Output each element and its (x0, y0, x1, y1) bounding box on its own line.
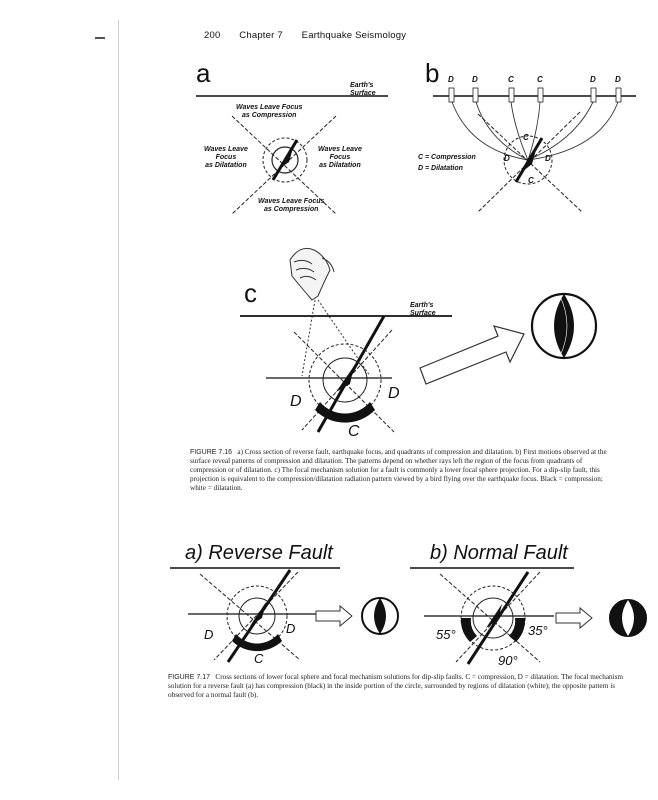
panel-c-letter: c (244, 278, 257, 308)
angle-90-label: 90° (498, 653, 518, 668)
quadrant-label: C (523, 133, 529, 142)
figure-7-16-label: FIGURE 7.16 (190, 449, 233, 456)
angle-55-label: 55° (436, 627, 456, 642)
panel-a-surface-label: Earth's Surface (350, 82, 376, 97)
panel-b-letter: b (425, 58, 440, 88)
panel-c-right-d: D (388, 385, 400, 402)
panel-c-surface-label: Earth's Surface (410, 302, 436, 317)
quadrant-label: C (528, 176, 534, 185)
reverse-bottom-c: C (254, 651, 264, 666)
figure-7-16-text: a) Cross section of reverse fault, earthquake focus, and quadrants of compression and dilatation. b) First motions observed at the surface reveal patterns of compression and dilatation. The patterns depend on whether rays left the region of the focus from quadrants of compression or of dilatation. c) The focal mechanism solution for a fault is commonly a lower focal sphere projection. For a dip-slip fault, this projection is equivalent to the compression/dilatation radiation pattern viewed by a bird flying over the earthquake focus. Black = compression; white = dilatation. (190, 448, 607, 492)
station-label: C (508, 75, 514, 84)
legend-compression: C = Compression (418, 154, 476, 161)
panel-a-left-label: Waves Leave Focus as Dilatation (204, 146, 248, 169)
reverse-right-d: D (286, 621, 296, 636)
figure-7-17-text: Cross sections of lower focal sphere and focal mechanism solutions for dip-slip faults. C = compression, D = dilatation. The focal mechanism solution for a reverse fault (a) has compression (black) in the inside portion of the circle, surrounded by regions of dilatation (white); the opposite pattern is observed for a normal fault (b). (168, 673, 623, 699)
panel-a-right-label: Waves Leave Focus as Dilatation (318, 146, 362, 169)
normal-fault-diagram (410, 568, 646, 664)
reverse-fault-title: a) Reverse Fault (185, 542, 333, 564)
panel-a-bottom-label: Waves Leave Focus as Compression (258, 198, 325, 213)
angle-35-label: 35° (528, 623, 548, 638)
panel-b-diagram (433, 88, 636, 212)
chapter-title: Earthquake Seismology (301, 30, 407, 41)
figure-7-16-caption (190, 448, 620, 493)
figure-7-17-label: FIGURE 7.17 (168, 674, 211, 681)
station-label: D (615, 75, 621, 84)
station-label: D (472, 75, 478, 84)
quadrant-label: D (545, 154, 551, 163)
panel-a-top-label: Waves Leave Focus as Compression (236, 104, 303, 119)
reverse-left-d: D (204, 627, 214, 642)
panel-c-bottom-c: C (348, 423, 360, 440)
quadrant-label: D (504, 154, 510, 163)
station-label: D (590, 75, 596, 84)
station-label: D (448, 75, 454, 84)
figure-7-17-caption (168, 673, 642, 700)
panel-c-left-d: D (290, 393, 302, 410)
panel-a-letter: a (196, 58, 211, 88)
page-number: 200 (204, 30, 221, 41)
chapter-label: Chapter 7 (239, 30, 283, 41)
station-label: C (537, 75, 543, 84)
normal-fault-title: b) Normal Fault (430, 542, 568, 564)
bird-illustration (290, 248, 370, 376)
legend-dilatation: D = Dilatation (418, 165, 463, 172)
reverse-fault-diagram (170, 568, 398, 662)
